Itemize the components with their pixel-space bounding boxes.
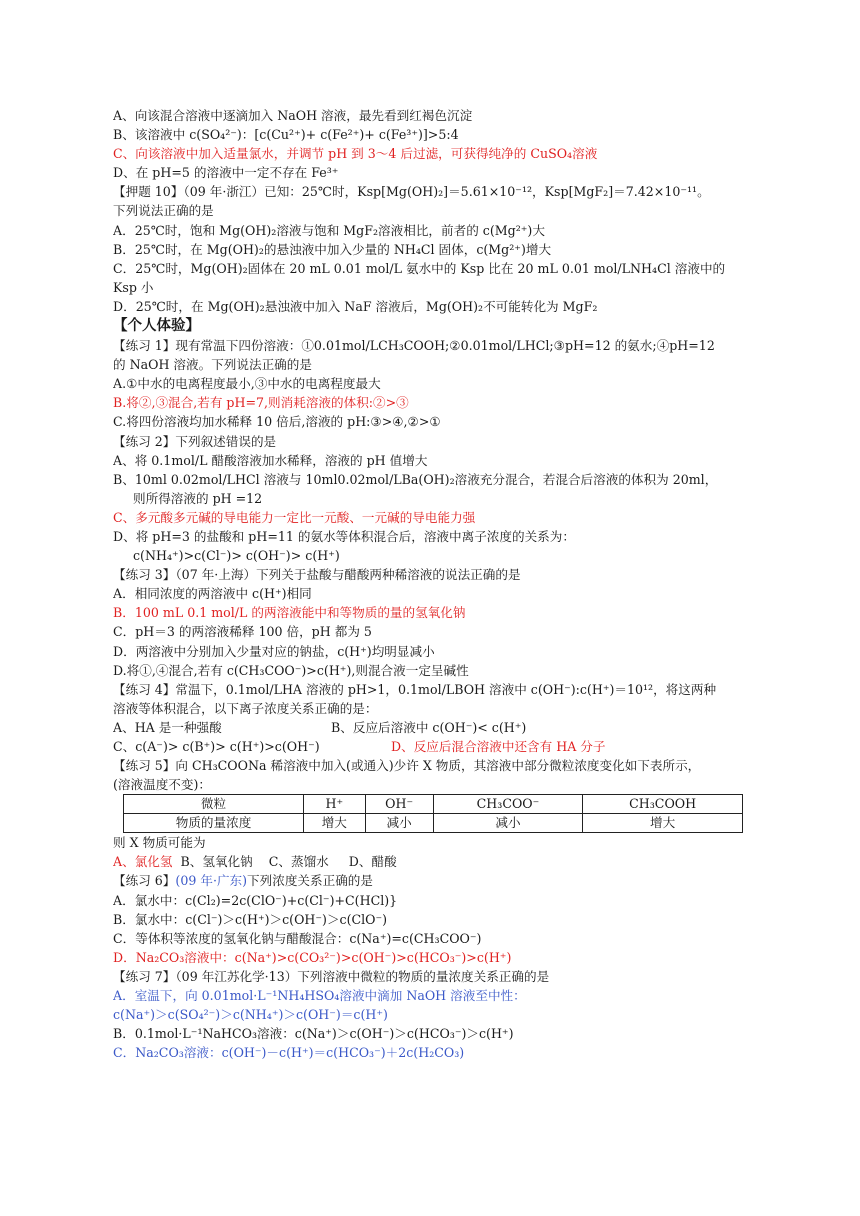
- text-segment: c(Na⁺)＞c(SO₄²⁻)＞c(NH₄⁺)＞c(OH⁻)＝c(H⁺): [113, 1007, 388, 1023]
- text-line: 溶液等体积混合，以下离子浓度关系正确的是：: [113, 700, 378, 716]
- table-cell: H⁺: [304, 795, 366, 814]
- q5-table-data-row: [124, 814, 743, 833]
- text-line: A、将 0.1mol/L 醋酸溶液加水稀释，溶液的 pH 值增大: [113, 452, 428, 468]
- q5-table: [123, 794, 743, 833]
- text-line: D.将①,④混合,若有 c(CH₃COO⁻)>c(H⁺),则混合液一定呈碱性: [113, 662, 469, 678]
- text-line: [113, 986, 793, 1005]
- text-line: B．100 mL 0.1 mol/L 的两溶液能中和等物质的量的氢氧化钠: [113, 605, 466, 621]
- q5-table-header-row: [124, 795, 743, 814]
- text-line: C.将四份溶液均加水稀释 10 倍后,溶液的 pH:③>④,②>①: [113, 414, 441, 430]
- q4-options-row-2: [113, 737, 793, 756]
- document-page: [113, 106, 793, 1062]
- text-segment: 【练习 6】: [113, 873, 176, 889]
- text-line: A、向该混合溶液中逐滴加入 NaOH 溶液，最先看到红褐色沉淀: [113, 108, 473, 123]
- table-cell: OH⁻: [365, 795, 433, 814]
- text-segment: C．Na₂CO₃溶液：c(OH⁻)－c(H⁺)＝c(HCO₃⁻)＋2c(H₂CO₃): [113, 1045, 465, 1061]
- text-line: D、在 pH=5 的溶液中一定不存在 Fe³⁺: [113, 165, 339, 181]
- text-line: [113, 948, 793, 967]
- text-line: c(NH₄⁺)>c(Cl⁻)> c(OH⁻)> c(H⁺): [133, 548, 340, 564]
- text-line: 【押题 10】（09 年·浙江）已知：25℃时，Ksp[Mg(OH)₂]＝5.61×10⁻¹²，Ksp[MgF₂]＝7.42×10⁻¹¹。: [113, 184, 710, 200]
- q5-option-b: B、氢氧化钠: [180, 854, 253, 870]
- text-segment: (09 年·广东): [175, 873, 248, 889]
- text-line: [113, 871, 793, 890]
- q5-option-d: D、醋酸: [348, 854, 397, 870]
- q5-option-a: A、氯化氢: [113, 854, 173, 870]
- text-line: 的 NaOH 溶液。下列说法正确的是: [113, 357, 312, 373]
- text-line: 【练习 2】下列叙述错误的是: [113, 433, 277, 449]
- text-segment: A．室温下，向 0.01mol·L⁻¹NH₄HSO₄溶液中滴加 NaOH 溶液至中性：: [113, 988, 526, 1004]
- text-line: [113, 891, 793, 910]
- table-cell: 增大: [304, 814, 366, 833]
- text-line: [113, 1005, 793, 1024]
- table-cell: CH₃COOH: [583, 795, 743, 814]
- text-line: B.将②,③混合,若有 pH=7,则消耗溶液的体积:②>③: [113, 395, 409, 411]
- text-line: C．pH＝3 的两溶液稀释 100 倍，pH 都为 5: [113, 624, 372, 640]
- text-line: B、10ml 0.02mol/LHCl 溶液与 10ml0.02mol/LBa(OH)₂溶液充分混合，若混合后溶液的体积为 20ml，: [113, 471, 718, 487]
- text-line: A．25℃时，饱和 Mg(OH)₂溶液与饱和 MgF₂溶液相比，前者的 c(Mg²⁺)大: [113, 222, 545, 238]
- text-line: [113, 929, 793, 948]
- text-block-main: [113, 106, 793, 718]
- q5-after-text: 则 X 物质可能为: [113, 835, 206, 851]
- table-cell: 微粒: [124, 795, 304, 814]
- table-cell: 减小: [365, 814, 433, 833]
- text-block-tail: [113, 871, 793, 1062]
- text-line: C、向该溶液中加入适量氯水，并调节 pH 到 3～4 后过滤，可获得纯净的 CuSO₄溶液: [113, 146, 598, 162]
- text-segment: A．氯水中：c(Cl₂)=2c(ClO⁻)+c(Cl⁻)+C(HCl)}: [113, 892, 398, 908]
- text-line: [113, 910, 793, 929]
- q5-options-row: [113, 852, 793, 871]
- text-segment: 【练习 7】（09 年江苏化学·13）下列溶液中微粒的物质的量浓度关系正确的是: [113, 968, 550, 984]
- text-line: D．两溶液中分别加入少量对应的钠盐，c(H⁺)均明显减小: [113, 643, 435, 659]
- text-segment: B．氯水中：c(Cl⁻)＞c(H⁺)＞c(OH⁻)＞c(ClO⁻): [113, 911, 388, 927]
- q4-option-d: D、反应后混合溶液中还含有 HA 分子: [391, 739, 606, 754]
- q5-option-c: C、蒸馏水: [268, 854, 329, 870]
- q5-stem-line-2: (溶液温度不变)：: [113, 777, 211, 793]
- text-line: A．相同浓度的两溶液中 c(H⁺)相同: [113, 586, 312, 602]
- text-line: D、将 pH=3 的盐酸和 pH=11 的氨水等体积混合后，溶液中离子浓度的关系为：: [113, 528, 575, 544]
- q4-options-row-1: [113, 718, 793, 737]
- text-segment: 下列浓度关系正确的是: [247, 873, 373, 889]
- text-line: D．25℃时，在 Mg(OH)₂悬浊液中加入 NaF 溶液后，Mg(OH)₂不可能转化为 MgF₂: [113, 298, 598, 314]
- text-line: A.①中水的电离程度最小,③中水的电离程度最大: [113, 376, 381, 392]
- table-cell: CH₃COO⁻: [433, 795, 583, 814]
- text-line: 【练习 4】常温下，0.1mol/LHA 溶液的 pH>1，0.1mol/LBOH 溶液中 c(OH⁻):c(H⁺)＝10¹²，将这两种: [113, 681, 717, 697]
- q4-option-b: B、反应后溶液中 c(OH⁻)< c(H⁺): [331, 719, 527, 735]
- q4-option-a: A、HA 是一种强酸: [113, 719, 222, 735]
- text-line: B．25℃时，在 Mg(OH)₂的悬浊液中加入少量的 NH₄Cl 固体，c(Mg²⁺)增大: [113, 241, 552, 257]
- text-line: 【练习 1】现有常温下四份溶液：①0.01mol/LCH₃COOH;②0.01mol/LHCl;③pH=12 的氨水;④pH=12: [113, 338, 715, 354]
- table-cell: 物质的量浓度: [124, 814, 304, 833]
- text-line: C．25℃时，Mg(OH)₂固体在 20 mL 0.01 mol/L 氨水中的 Ksp 比在 20 mL 0.01 mol/LNH₄Cl 溶液中的: [113, 260, 726, 276]
- table-cell: 减小: [433, 814, 583, 833]
- text-segment: D．Na₂CO₃溶液中：c(Na⁺)>c(CO₃²⁻)>c(OH⁻)>c(HCO₃⁻)>c(H⁺): [113, 949, 512, 965]
- table-cell: 增大: [583, 814, 743, 833]
- text-line: [113, 1043, 793, 1062]
- text-line: 下列说法正确的是: [113, 203, 214, 219]
- q5-stem-line-1: 【练习 5】向 CH₃COONa 稀溶液中加入(或通入)少许 X 物质，其溶液中部分微粒浓度变化如下表所示，: [113, 758, 701, 774]
- text-segment: C．等体积等浓度的氢氧化钠与醋酸混合：c(Na⁺)=c(CH₃COO⁻): [113, 930, 482, 946]
- text-line: 【练习 3】（07 年·上海）下列关于盐酸与醋酸两种稀溶液的说法正确的是: [113, 567, 521, 583]
- text-line: C、多元酸多元碱的导电能力一定比一元酸、一元碱的导电能力强: [113, 509, 476, 525]
- text-segment: B．0.1mol·L⁻¹NaHCO₃溶液：c(Na⁺)＞c(OH⁻)＞c(HCO₃⁻)＞c(H⁺): [113, 1026, 514, 1042]
- text-line: Ksp 小: [113, 279, 154, 295]
- text-line: [113, 1024, 793, 1043]
- text-line: [113, 967, 793, 986]
- q4-option-c: C、c(A⁻)> c(B⁺)> c(H⁺)>c(OH⁻): [113, 739, 320, 754]
- section-heading: 【个人体验】: [113, 318, 200, 335]
- text-line: 则所得溶液的 pH =12: [133, 490, 263, 506]
- text-line: B、该溶液中 c(SO₄²⁻)：[c(Cu²⁺)+ c(Fe²⁺)+ c(Fe³⁺)]>5:4: [113, 127, 459, 143]
